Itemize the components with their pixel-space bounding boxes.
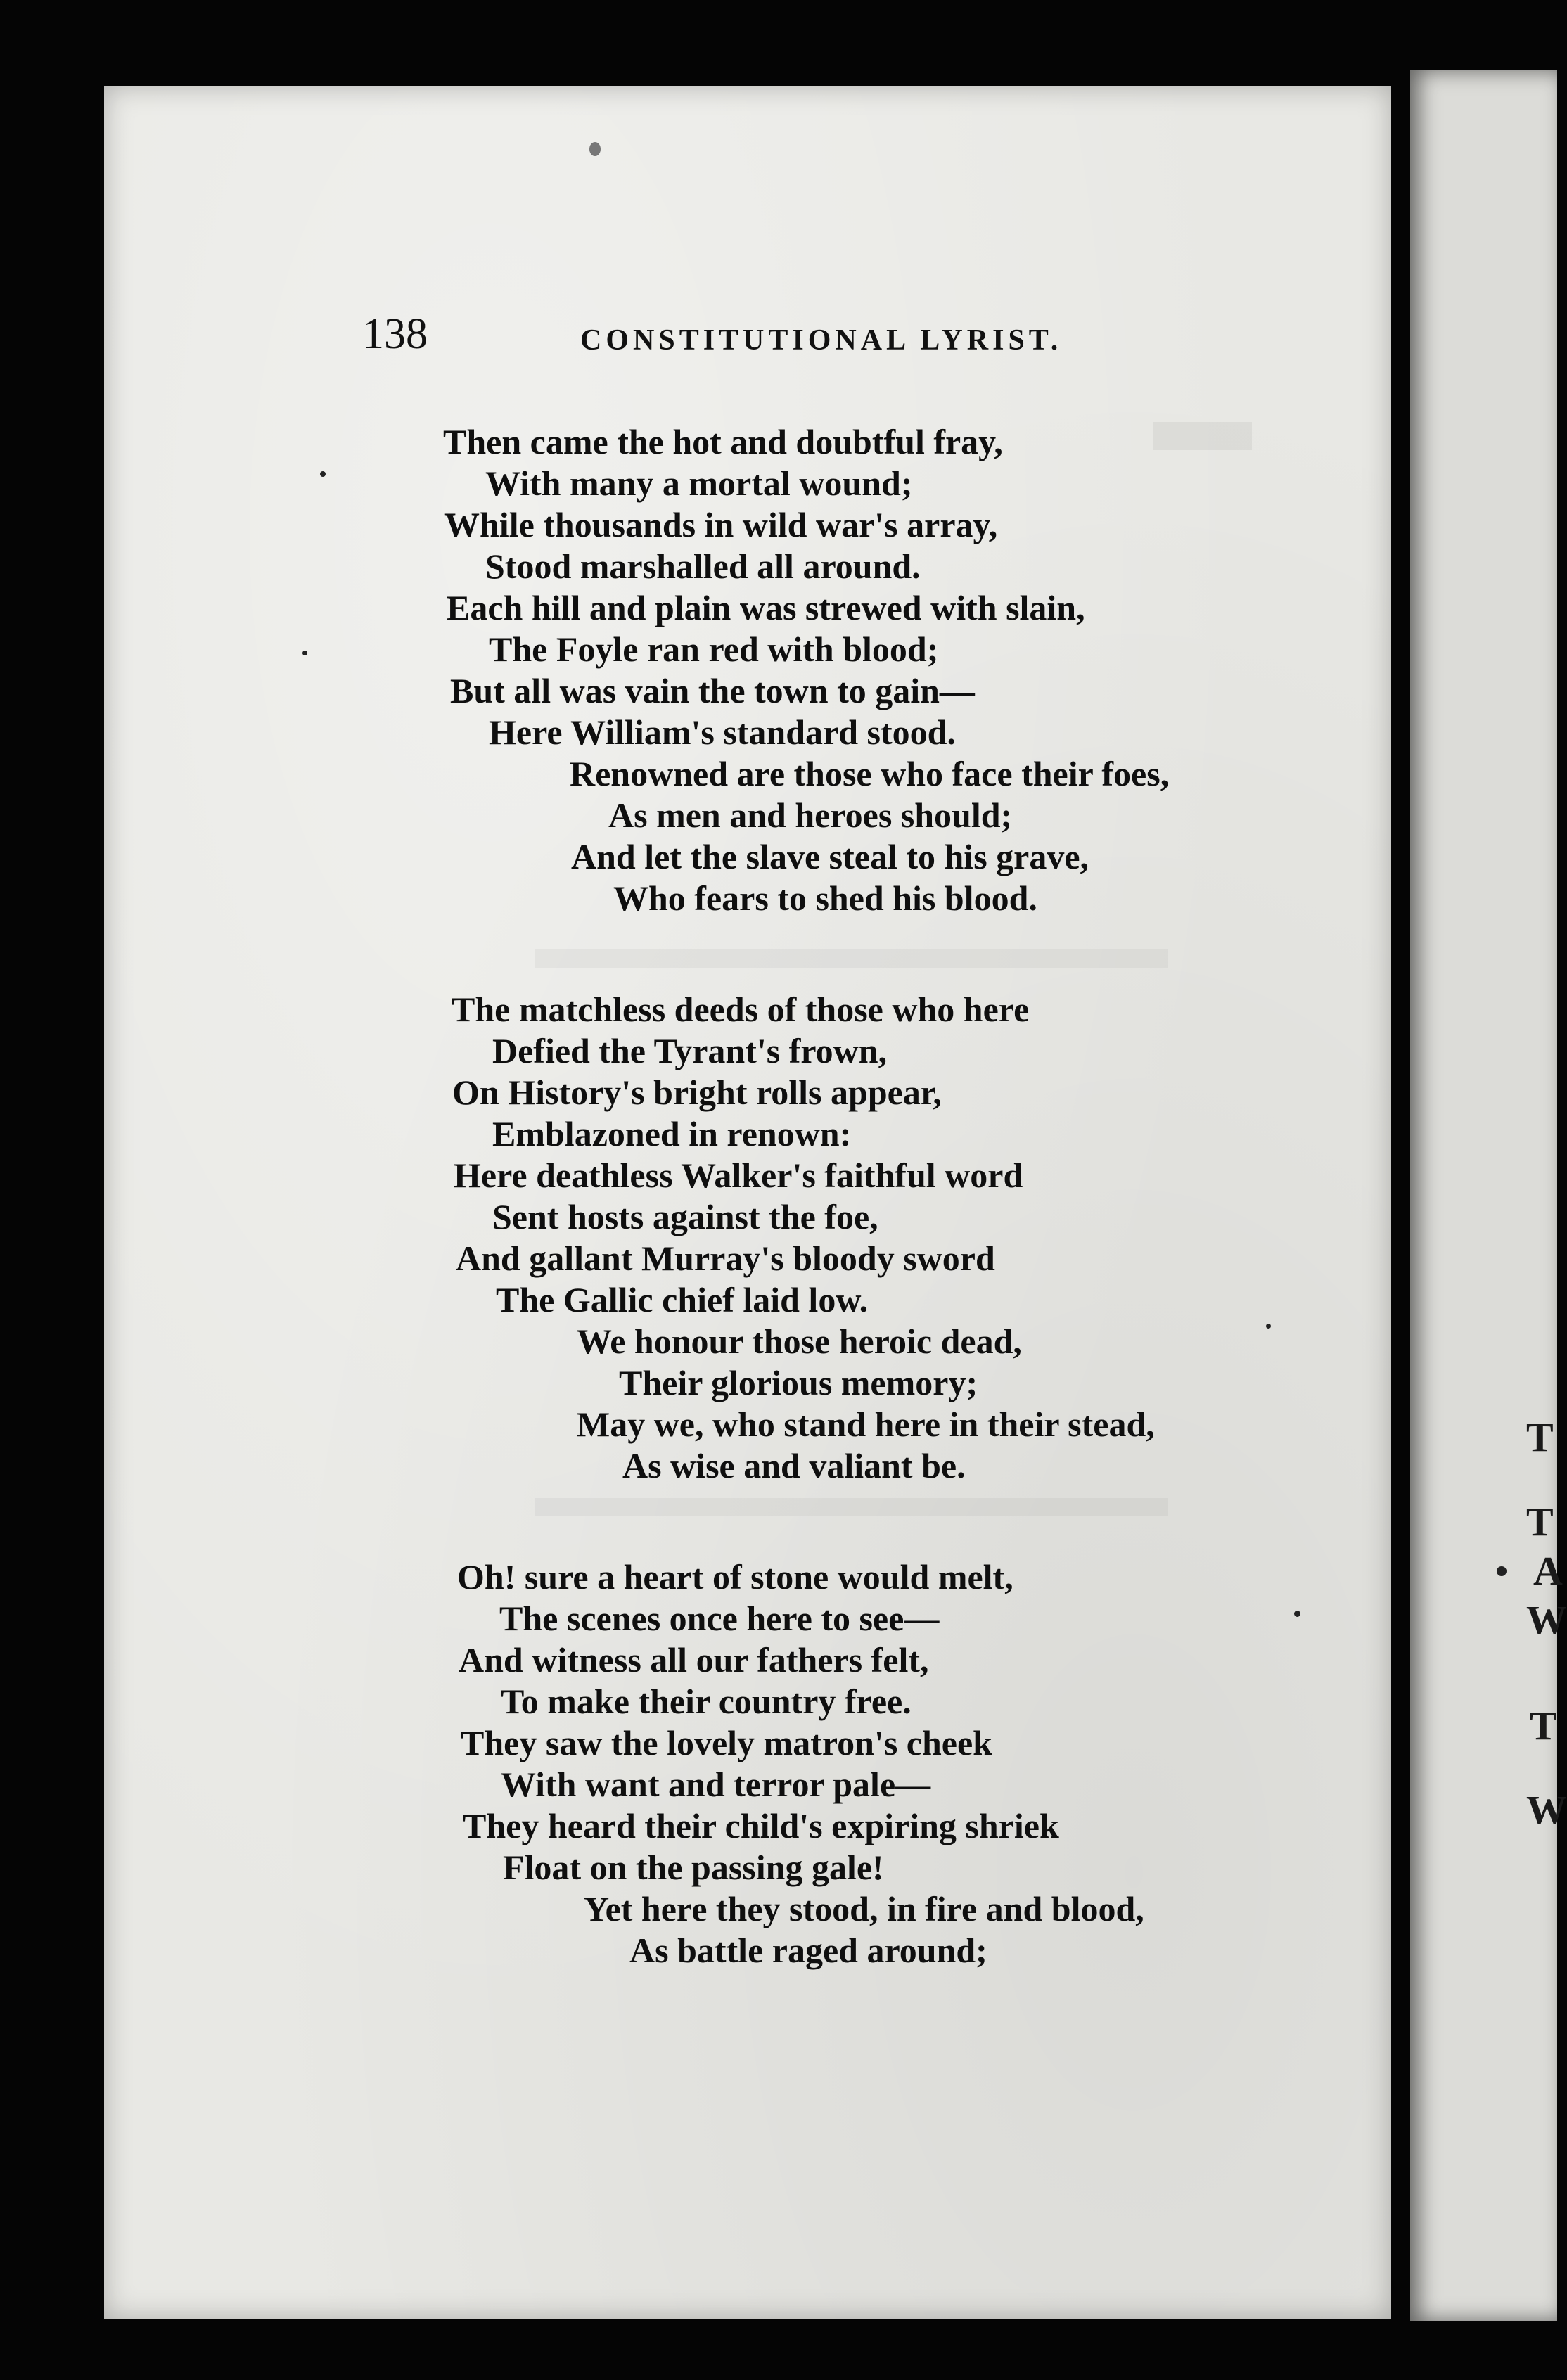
verse-line: The scenes once here to see— [499, 1599, 940, 1638]
verse-line: And witness all our fathers felt, [459, 1640, 929, 1680]
verse-line: And let the slave steal to his grave, [571, 837, 1089, 876]
verse-line: And gallant Murray's bloody sword [456, 1239, 995, 1278]
verse-line: The Gallic chief laid low. [496, 1280, 869, 1319]
ink-speck [589, 142, 601, 156]
verse-line: May we, who stand here in their stead, [577, 1405, 1155, 1444]
facing-page-letter: W [1526, 1597, 1567, 1643]
verse-line: Defied the Tyrant's frown, [492, 1031, 888, 1070]
verse-line: Each hill and plain was strewed with slain, [447, 588, 1085, 627]
verse-line: Here deathless Walker's faithful word [454, 1156, 1023, 1195]
facing-page-letter: A [1533, 1548, 1563, 1594]
running-title: CONSTITUTIONAL LYRIST. [580, 324, 1063, 357]
verse-line: Stood marshalled all around. [485, 546, 921, 586]
verse-line: But all was vain the town to gain— [450, 671, 975, 710]
facing-page-letter: T [1530, 1703, 1557, 1748]
verse-line: Oh! sure a heart of stone would melt, [457, 1557, 1013, 1597]
bleed-through-mark [1153, 422, 1252, 450]
ink-speck [302, 651, 307, 655]
facing-page-letter: T [1526, 1499, 1554, 1544]
verse-line: With want and terror pale— [501, 1765, 931, 1804]
verse-line: Who fears to shed his blood. [613, 878, 1037, 918]
page-number: 138 [362, 310, 428, 358]
ink-speck [1497, 1566, 1507, 1576]
verse-line: As wise and valiant be. [622, 1446, 966, 1485]
verse-line: While thousands in wild war's array, [444, 505, 998, 544]
facing-page-letter: T [1526, 1414, 1554, 1460]
ink-speck [320, 471, 326, 477]
ink-speck [1266, 1324, 1271, 1329]
bleed-through-mark [535, 1498, 1168, 1516]
verse-line: Here William's standard stood. [489, 712, 956, 752]
verse-line: They heard their child's expiring shriek [463, 1806, 1059, 1845]
facing-page-letter: W [1526, 1787, 1567, 1833]
verse-line: With many a mortal wound; [485, 463, 913, 503]
verse-line: On History's bright rolls appear, [452, 1073, 942, 1112]
verse-line: We honour those heroic dead, [577, 1322, 1022, 1361]
verse-line: They saw the lovely matron's cheek [461, 1723, 992, 1762]
verse-line: Sent hosts against the foe, [492, 1197, 878, 1236]
facing-page-edge [1410, 70, 1557, 2321]
verse-line: The matchless deeds of those who here [452, 990, 1030, 1029]
verse-line: Renowned are those who face their foes, [570, 754, 1170, 793]
verse-line: As battle raged around; [629, 1931, 987, 1970]
verse-line: Float on the passing gale! [503, 1848, 884, 1887]
verse-line: Then came the hot and doubtful fray, [443, 422, 1003, 461]
bleed-through-mark [535, 949, 1168, 968]
verse-line: The Foyle ran red with blood; [489, 629, 939, 669]
verse-line: Emblazoned in renown: [492, 1114, 852, 1153]
verse-line: As men and heroes should; [608, 795, 1013, 835]
verse-line: Their glorious memory; [619, 1363, 978, 1402]
ink-speck [1294, 1611, 1300, 1617]
verse-line: Yet here they stood, in fire and blood, [584, 1889, 1144, 1928]
verse-line: To make their country free. [501, 1682, 912, 1721]
